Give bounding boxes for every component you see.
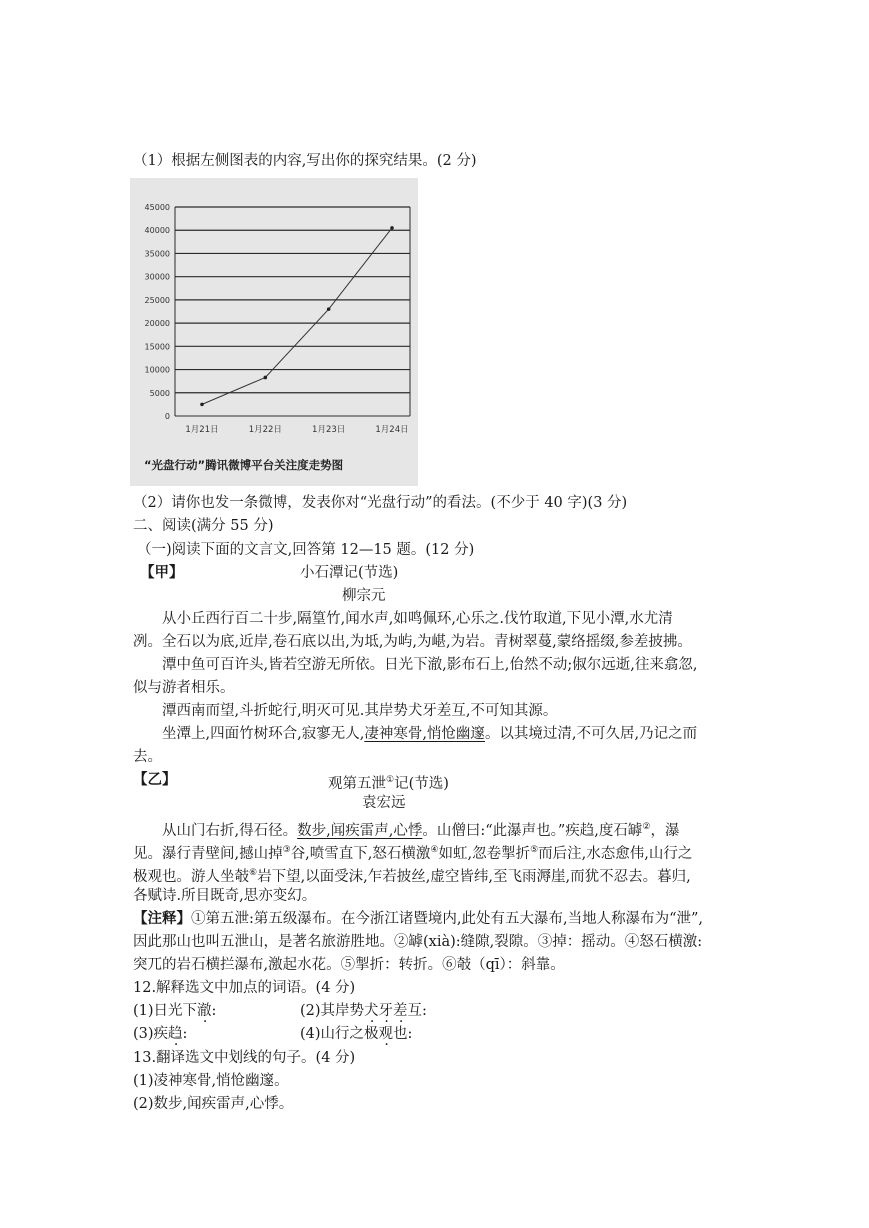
x-tick-label: 1月21日 bbox=[185, 425, 219, 435]
question-12: 12.解释选文中加点的词语。(4 分) bbox=[133, 980, 356, 996]
x-tick-label: 1月23日 bbox=[312, 425, 346, 435]
text-span: 。山僧曰:“此瀑声也。”疾趋,度石罅 bbox=[422, 822, 643, 839]
passage-a-p2: 潭中鱼可百许头,皆若空游无所依。日光下澈,影布石上,佁然不动;俶尔远逝,往来翕忽, bbox=[162, 657, 698, 673]
text-span: 而后注,水态愈伟,山行之 bbox=[538, 845, 693, 862]
passage-a-tag: 【甲】 bbox=[140, 564, 184, 581]
y-tick-label: 30000 bbox=[144, 272, 170, 282]
footnote-mark: ② bbox=[642, 822, 651, 832]
dotted-word: 趋 bbox=[168, 1026, 183, 1042]
notes-l1 bbox=[133, 909, 703, 929]
data-point bbox=[264, 376, 268, 380]
chart-canvas bbox=[130, 178, 418, 486]
notes-tag: 【注释】 bbox=[133, 910, 191, 927]
q12-item-4 bbox=[300, 1024, 412, 1044]
section-heading: 二、阅读(满分 55 分) bbox=[133, 518, 274, 534]
notes-l3: 突兀的岩石横拦瀑布,激起水花。⑤掣折：转折。⑥攲（qī）：斜靠。 bbox=[133, 957, 565, 973]
text-span: ，瀑 bbox=[650, 822, 680, 839]
text-span: 谷,喷雪直下,怒石横激 bbox=[290, 845, 431, 862]
q13-item-2: (2)数步,闻疾雷声,心悸。 bbox=[133, 1096, 294, 1112]
passage-a-p2-cont: 似与游者相乐。 bbox=[133, 680, 235, 696]
y-tick-label: 0 bbox=[164, 412, 170, 421]
text-span: (3)疾 bbox=[133, 1026, 169, 1042]
text-span: 记(节选) bbox=[394, 775, 449, 792]
text-span: 岩下望,以面受沫,乍若披丝,虚空皆纬,至飞雨溽崖,而犹不忍去。暮归, bbox=[257, 868, 691, 885]
text-span: 也: bbox=[393, 1026, 413, 1042]
y-tick-label: 15000 bbox=[144, 342, 170, 352]
text-span: : bbox=[182, 1026, 188, 1042]
passage-b-title bbox=[328, 770, 449, 794]
passage-b-l1 bbox=[162, 817, 679, 841]
x-tick-label: 1月22日 bbox=[248, 425, 282, 435]
footnote-mark: ⑤ bbox=[530, 845, 539, 855]
underlined-sentence: 数步,闻疾雷声,心悸 bbox=[297, 822, 423, 839]
text-span: 互: bbox=[407, 1003, 427, 1019]
passage-a-author: 柳宗元 bbox=[342, 588, 386, 604]
passage-b-author: 袁宏远 bbox=[362, 795, 406, 811]
y-tick-label: 10000 bbox=[144, 365, 170, 375]
text-span: 极观也。游人坐攲 bbox=[133, 868, 249, 885]
text-span: (1)日光下 bbox=[133, 1003, 198, 1019]
trend-chart bbox=[130, 178, 418, 486]
underlined-sentence: 凄神寒骨,悄怆幽邃 bbox=[364, 726, 485, 742]
dotted-word: 牙 bbox=[378, 1003, 394, 1019]
dotted-word: 犬 bbox=[364, 1003, 379, 1019]
passage-a-p1: 从小丘西行百二十步,隔篁竹,闻水声,如鸣佩环,心乐之.伐竹取道,下见小潭,水尤清 bbox=[162, 611, 673, 627]
data-point bbox=[327, 307, 331, 311]
text-span: (4)山行之极 bbox=[300, 1026, 379, 1042]
question-13: 13.翻译选文中划线的句子。(4 分) bbox=[133, 1050, 356, 1066]
text-span: 。以其境过清,不可久居,乃记之而 bbox=[484, 726, 698, 742]
question-2: （2）请你也发一条微博，发表你对“光盘行动”的看法。(不少于 40 字)(3 分) bbox=[133, 495, 628, 511]
dotted-word: 澈 bbox=[197, 1003, 212, 1019]
text-span: : bbox=[211, 1003, 217, 1019]
y-tick-label: 35000 bbox=[144, 249, 170, 259]
text-span: 如虹,忽卷掣折 bbox=[438, 845, 531, 862]
footnote-mark: ⑥ bbox=[249, 868, 258, 878]
passage-a-p3: 潭西南而望,斗折蛇行,明灭可见.其岸势犬牙差互,不可知其源。 bbox=[162, 703, 558, 719]
subsection-heading: （一)阅读下面的文言文,回答第 12—15 题。(12 分) bbox=[137, 542, 475, 558]
text-span: 见。瀑行青壁间,撼山掉 bbox=[133, 845, 283, 862]
y-tick-label: 40000 bbox=[144, 226, 170, 236]
text-span: 观第五泄 bbox=[328, 775, 386, 792]
q12-item-3 bbox=[133, 1024, 187, 1044]
passage-a-title: 小石潭记(节选) bbox=[300, 565, 399, 581]
data-point bbox=[390, 226, 394, 230]
q13-item-1: (1)凌神寒骨,悄怆幽邃。 bbox=[133, 1073, 289, 1089]
chart-title: “光盘行动”腾讯微博平台关注度走势图 bbox=[144, 458, 344, 472]
passage-b-l4: 各赋诗.所目既奇,思亦变幻。 bbox=[133, 888, 317, 904]
notes-l2: 因此那山也叫五泄山，是著名旅游胜地。②罅(xià):缝隙,裂隙。③掉：摇动。④怒石横激: bbox=[133, 934, 703, 950]
dotted-word: 观 bbox=[378, 1026, 394, 1042]
q12-item-2 bbox=[300, 1001, 427, 1021]
passage-a-p4-cont: 去。 bbox=[133, 749, 162, 765]
text-span: 坐潭上,四面竹树环合,寂寥无人, bbox=[162, 726, 365, 742]
text-span: 从山门右折,得石径。 bbox=[162, 822, 298, 839]
q12-item-1 bbox=[133, 1001, 216, 1021]
passage-a-p4 bbox=[162, 724, 697, 744]
dotted-word: 差 bbox=[393, 1003, 408, 1019]
y-tick-label: 25000 bbox=[144, 295, 170, 305]
footnote-mark: ③ bbox=[282, 845, 291, 855]
passage-a-p1-cont: 冽。全石以为底,近岸,卷石底以出,为坻,为屿,为嵁,为岩。青树翠蔓,蒙络摇缀,参差披拂。 bbox=[133, 634, 692, 650]
y-tick-label: 5000 bbox=[149, 388, 170, 398]
question-1: （1）根据左侧图表的内容,写出你的探究结果。(2 分) bbox=[133, 153, 477, 169]
passage-b-l3 bbox=[133, 863, 691, 887]
x-tick-label: 1月24日 bbox=[375, 425, 409, 435]
passage-b-tag: 【乙】 bbox=[133, 771, 177, 788]
text-span: ①第五泄:第五级瀑布。在今浙江诸暨境内,此处有五大瀑布,当地人称瀑布为“泄”, bbox=[191, 911, 704, 927]
y-tick-label: 45000 bbox=[144, 203, 170, 212]
passage-b-l2 bbox=[133, 840, 692, 864]
text-span: (2)其岸势 bbox=[300, 1003, 365, 1019]
series-line bbox=[202, 228, 392, 404]
y-tick-label: 20000 bbox=[144, 319, 170, 329]
footnote-mark: ① bbox=[386, 775, 395, 785]
footnote-mark: ④ bbox=[430, 845, 439, 855]
data-point bbox=[200, 403, 204, 407]
